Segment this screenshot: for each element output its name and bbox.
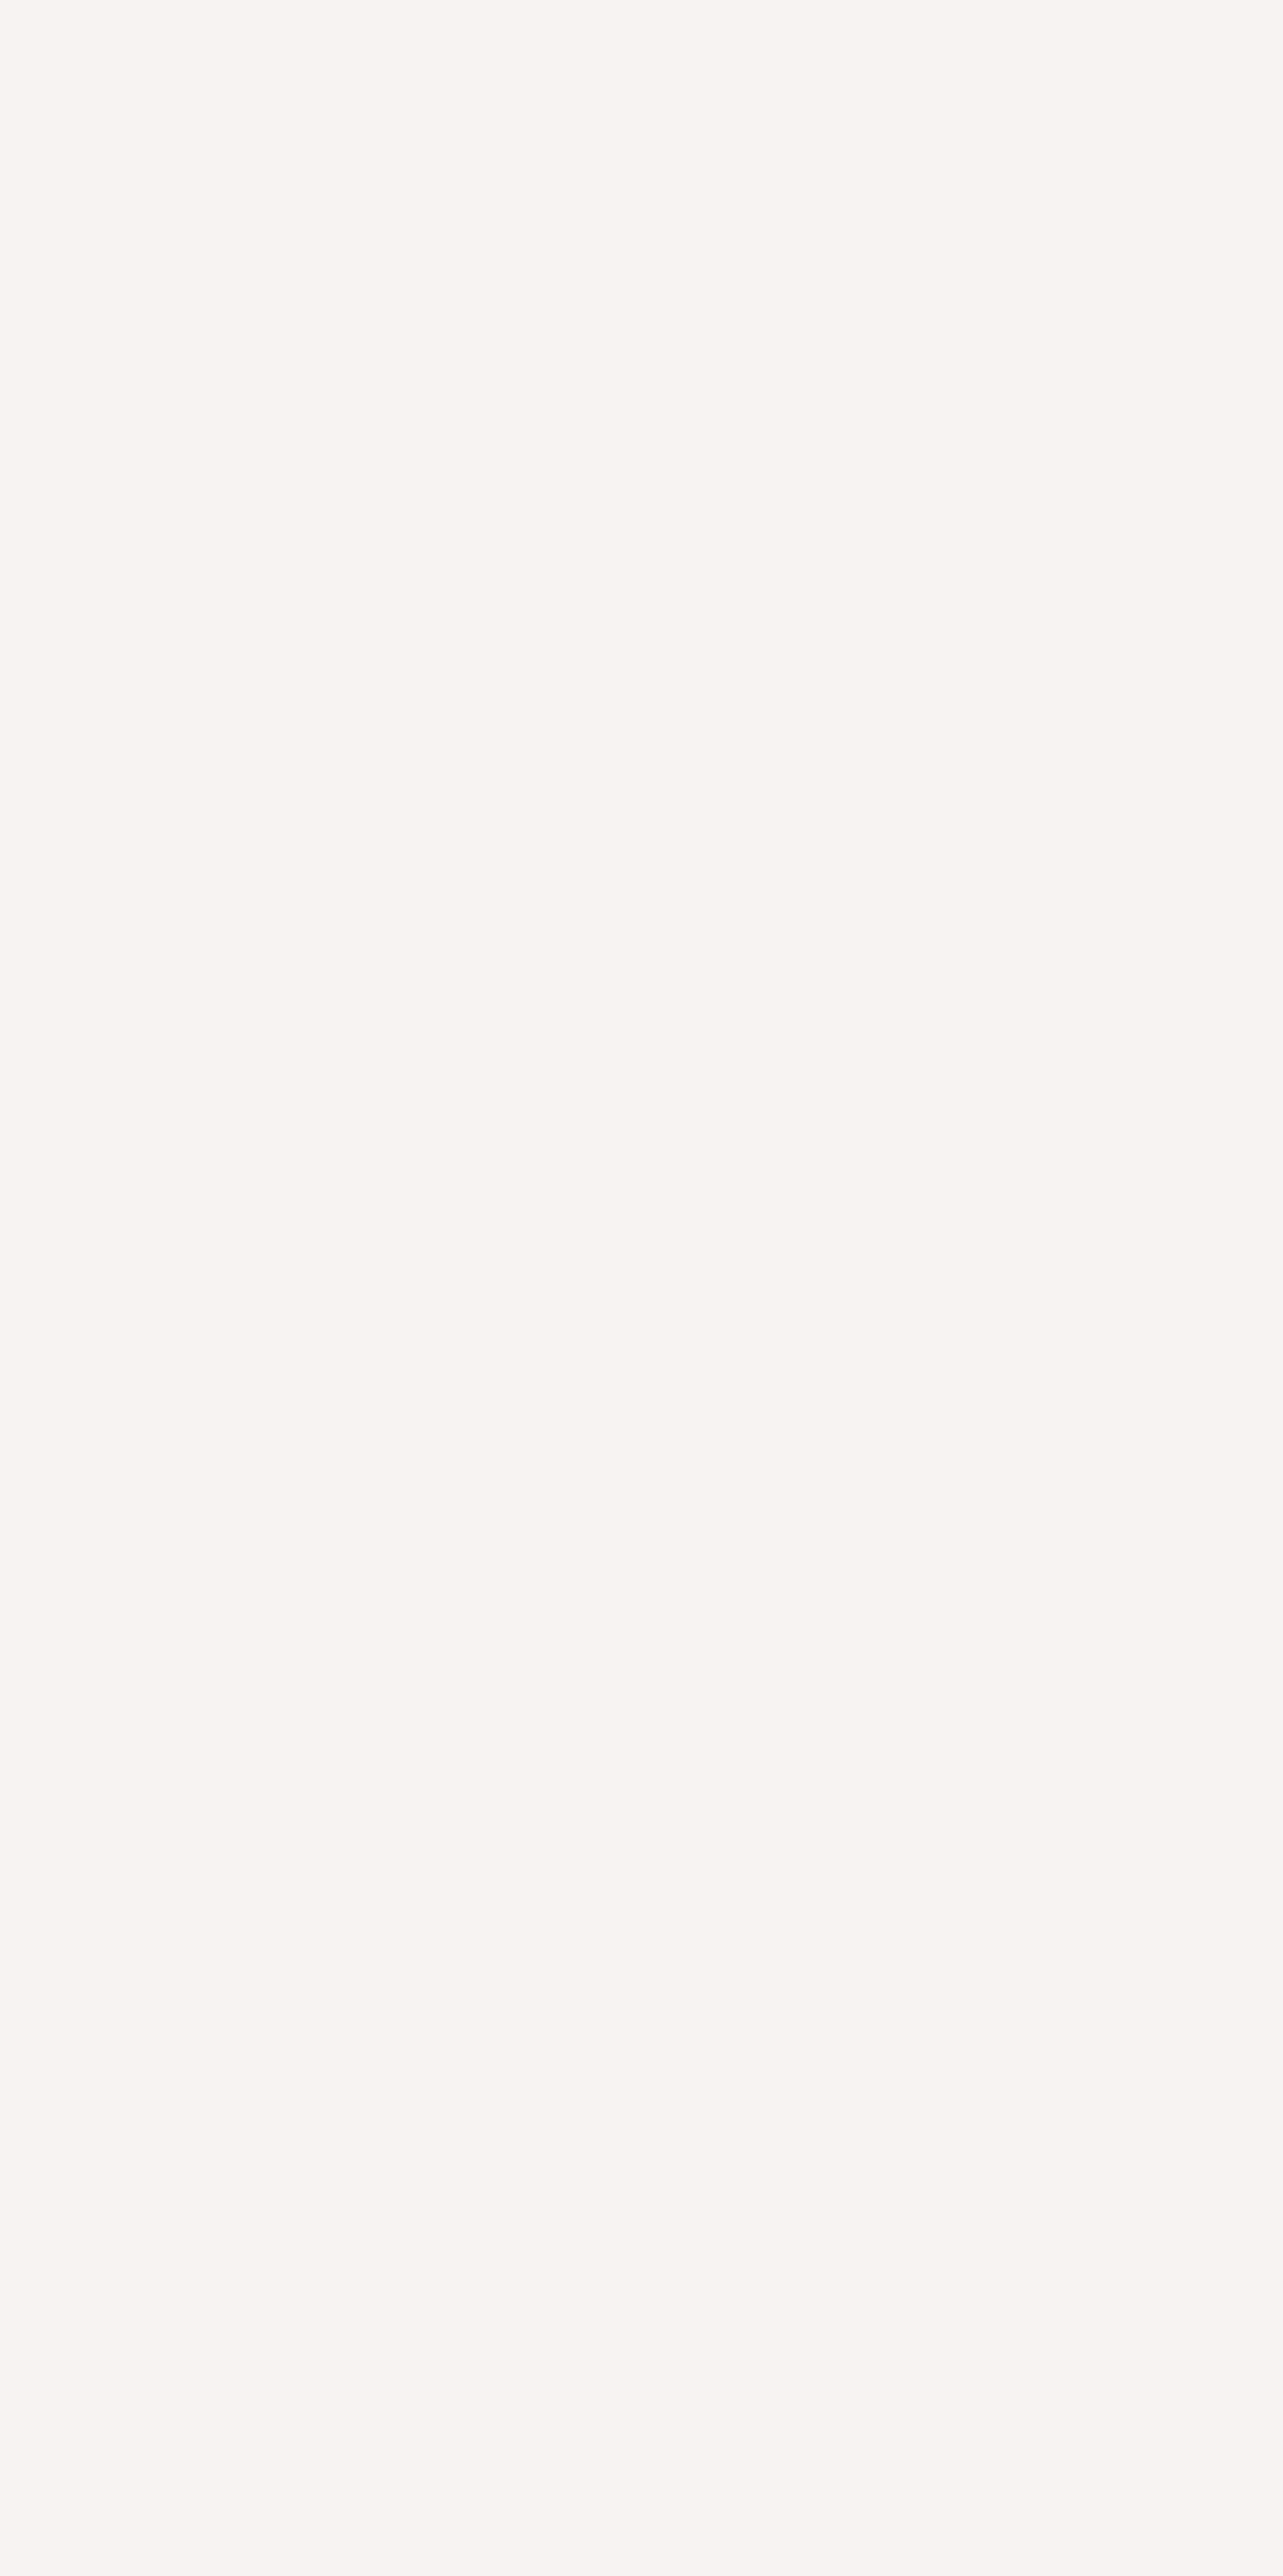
left-margin-fragments: [0, 145, 69, 2477]
